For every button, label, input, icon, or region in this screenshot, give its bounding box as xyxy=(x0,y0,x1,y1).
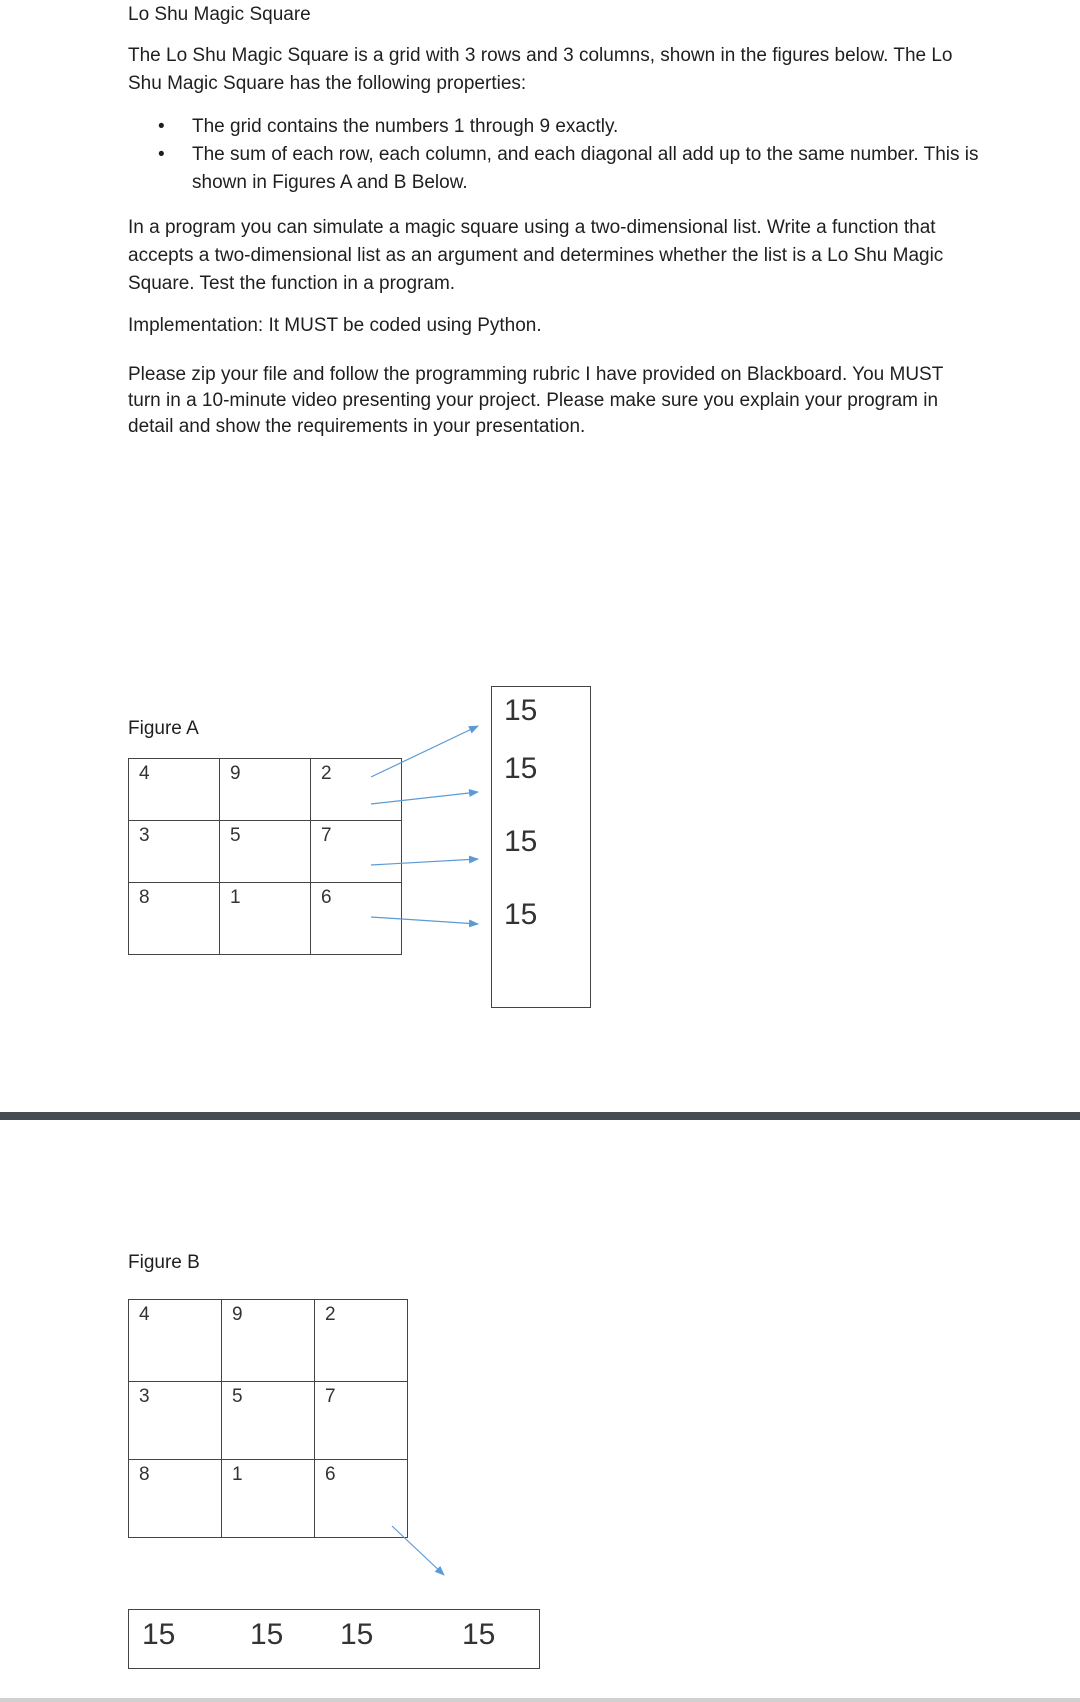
implementation-note: Implementation: It MUST be coded using Python. xyxy=(128,315,542,336)
list-item-text: The sum of each row, each column, and each diagonal all add up to the same number. This is shown in Figures A and B Below. xyxy=(192,144,979,193)
grid-cell: 2 xyxy=(311,759,402,821)
grid-cell: 9 xyxy=(220,759,311,821)
figure-b-sum: 15 xyxy=(250,1618,284,1651)
figure-a-sum: 15 xyxy=(504,898,538,931)
grid-cell: 5 xyxy=(222,1382,315,1460)
figure-a-sum: 15 xyxy=(504,752,538,785)
grid-cell: 6 xyxy=(311,883,402,955)
grid-cell: 4 xyxy=(129,1300,222,1382)
figure-a-sum: 15 xyxy=(504,694,538,727)
figure-b-label: Figure B xyxy=(128,1252,200,1273)
grid-cell: 1 xyxy=(220,883,311,955)
grid-cell: 3 xyxy=(129,821,220,883)
arrow-icon xyxy=(371,726,478,777)
submission-paragraph: Please zip your file and follow the programming rubric I have provided on Blackboard. You MUST turn in a 10-minute video presenting your project. Please make sure you explain your program in detail and show the requirements in your presentation. xyxy=(128,364,943,437)
grid-cell: 8 xyxy=(129,883,220,955)
list-item-text: The grid contains the numbers 1 through 9 exactly. xyxy=(192,116,619,137)
figure-a-label: Figure A xyxy=(128,718,199,739)
bullet-icon: • xyxy=(158,144,165,165)
page-title: Lo Shu Magic Square xyxy=(128,4,311,25)
grid-cell: 1 xyxy=(222,1460,315,1538)
grid-cell: 2 xyxy=(315,1300,408,1382)
grid-cell: 8 xyxy=(129,1460,222,1538)
task-paragraph: In a program you can simulate a magic square using a two-dimensional list. Write a function that accepts a two-dimensional list as an argument and determines whether the list is a Lo Shu Magic Square. Test the function in a program. xyxy=(128,217,944,294)
arrow-icon xyxy=(392,1526,444,1575)
figure-a-sum: 15 xyxy=(504,825,538,858)
page-bottom-edge xyxy=(0,1698,1080,1702)
grid-cell: 7 xyxy=(311,821,402,883)
intro-paragraph: The Lo Shu Magic Square is a grid with 3 rows and 3 columns, shown in the figures below. The Lo Shu Magic Square has the following properties: xyxy=(128,45,953,94)
grid-cell: 9 xyxy=(222,1300,315,1382)
grid-cell: 7 xyxy=(315,1382,408,1460)
bullet-icon: • xyxy=(158,116,165,137)
grid-cell: 3 xyxy=(129,1382,222,1460)
grid-cell: 6 xyxy=(315,1460,408,1538)
arrow-icon xyxy=(371,792,478,804)
figure-b-sum: 15 xyxy=(142,1618,176,1651)
grid-cell: 4 xyxy=(129,759,220,821)
arrow-icon xyxy=(371,917,478,924)
arrow-icon xyxy=(371,859,478,865)
grid-cell: 5 xyxy=(220,821,311,883)
figure-b-sum: 15 xyxy=(462,1618,496,1651)
figure-b-sum: 15 xyxy=(340,1618,374,1651)
